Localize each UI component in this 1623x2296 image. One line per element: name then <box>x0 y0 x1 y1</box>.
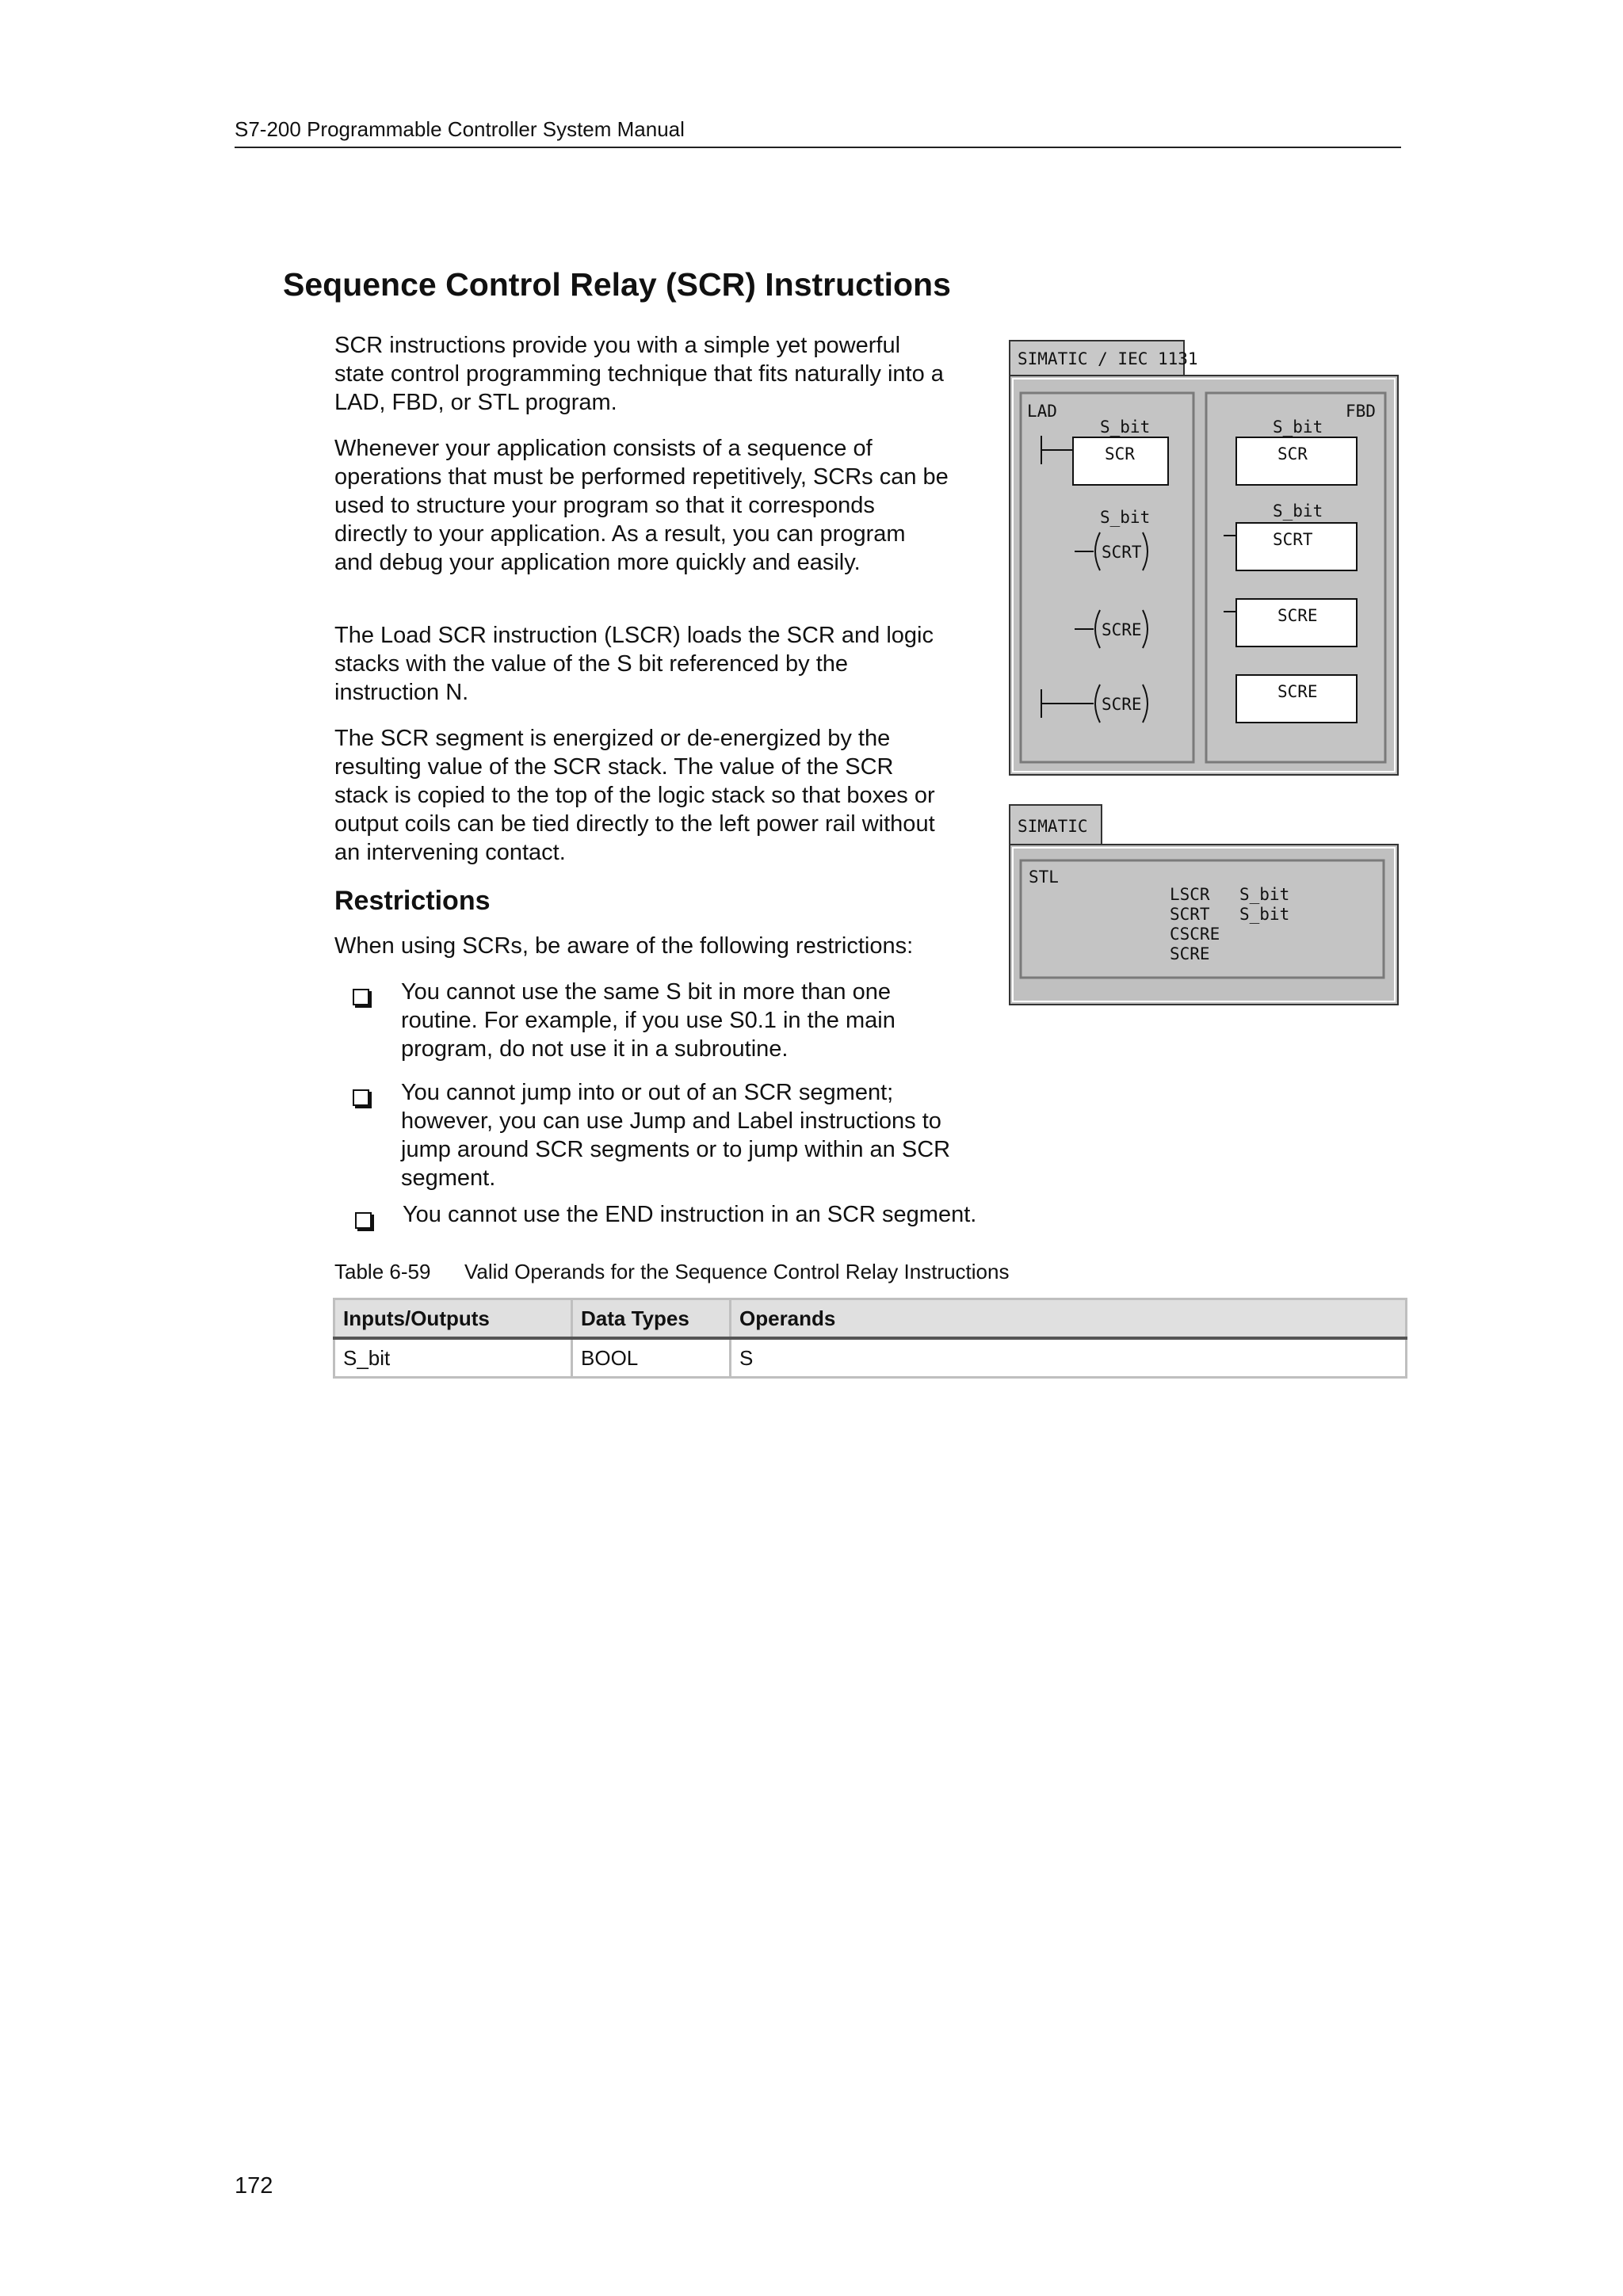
text-line: You cannot use the END instruction in an SCR segment. <box>403 1202 977 1227</box>
text-line: resulting value of the SCR stack. The value of the SCR <box>334 754 894 780</box>
checkbox-bullet-icon <box>353 1089 369 1106</box>
stl-operand: S_bit <box>1239 885 1290 904</box>
table-title: Valid Operands for the Sequence Control Relay Instructions <box>464 1260 1010 1283</box>
paragraph-intro <box>334 331 1000 417</box>
scr-box-label: SCR <box>1277 444 1308 463</box>
running-header: S7-200 Programmable Controller System Manual <box>235 117 685 141</box>
restrictions-heading: Restrictions <box>334 886 491 916</box>
text-line: routine. For example, if you use S0.1 in the main <box>401 1008 896 1033</box>
stl-operand: S_bit <box>1239 905 1290 924</box>
stl-panel <box>1006 800 1403 1009</box>
sbit-label: S_bit <box>1273 418 1323 437</box>
table-cell: S <box>731 1338 1407 1378</box>
checkbox-bullet-icon <box>353 989 369 1005</box>
stl-instruction: SCRE <box>1170 944 1210 963</box>
text-line: stack is copied to the top of the logic stack so that boxes or <box>334 783 935 808</box>
text-line: state control programming technique that fits naturally into a <box>334 361 944 387</box>
text-line: output coils can be tied directly to the left power rail without <box>334 811 935 837</box>
sbit-label: S_bit <box>1100 508 1151 527</box>
lad-label: LAD <box>1027 402 1057 421</box>
checkbox-bullet-icon <box>355 1212 372 1229</box>
panel-tab-label: SIMATIC <box>1018 817 1088 836</box>
scre-coil-label: SCRE <box>1102 695 1142 714</box>
table-header-row <box>334 1299 1407 1339</box>
text-line: directly to your application. As a result, you can program <box>334 521 906 547</box>
paragraph-sequence <box>334 434 1000 577</box>
paragraph-segment <box>334 724 1000 867</box>
stl-instruction: CSCRE <box>1170 925 1220 944</box>
table-row <box>334 1338 1407 1378</box>
sbit-label: S_bit <box>1100 418 1151 437</box>
scrt-box-label: SCRT <box>1273 530 1313 549</box>
text-line: used to structure your program so that it corresponds <box>334 493 875 518</box>
text-line: LAD, FBD, or STL program. <box>334 390 617 415</box>
table-cell: BOOL <box>572 1338 731 1378</box>
page-number: 172 <box>235 2173 273 2199</box>
text-line: program, do not use it in a subroutine. <box>401 1036 789 1062</box>
stl-instruction: LSCR <box>1170 885 1210 904</box>
header-rule <box>235 147 1401 148</box>
stl-label: STL <box>1029 868 1059 887</box>
column-header: Operands <box>731 1299 1407 1339</box>
scrt-coil-label: SCRT <box>1102 543 1142 562</box>
restrictions-intro: When using SCRs, be aware of the following restrictions: <box>334 933 914 959</box>
text-line: SCR instructions provide you with a simple yet powerful <box>334 333 901 358</box>
table-number: Table 6-59 <box>334 1260 431 1283</box>
restriction-item <box>401 1078 950 1192</box>
text-line: segment. <box>401 1165 496 1191</box>
paragraph-lscr <box>334 621 1000 707</box>
text-line: instruction N. <box>334 680 469 705</box>
text-line: Whenever your application consists of a sequence of <box>334 436 873 461</box>
text-line: You cannot jump into or out of an SCR segment; <box>401 1080 894 1105</box>
section-title: Sequence Control Relay (SCR) Instructions <box>283 266 951 303</box>
text-line: however, you can use Jump and Label instructions to <box>401 1108 941 1134</box>
text-line: an intervening contact. <box>334 840 566 865</box>
operands-table <box>333 1298 1407 1379</box>
scre-box-label: SCRE <box>1277 682 1318 701</box>
sbit-label: S_bit <box>1273 502 1323 521</box>
text-line: operations that must be performed repetitively, SCRs can be <box>334 464 949 490</box>
panel-tab-label: SIMATIC / IEC 1131 <box>1018 349 1198 368</box>
text-line: jump around SCR segments or to jump within an SCR <box>401 1137 951 1162</box>
lad-fbd-panel <box>1006 336 1403 780</box>
column-header: Data Types <box>572 1299 731 1339</box>
fbd-label: FBD <box>1346 402 1376 421</box>
restriction-item <box>401 978 896 1063</box>
table-caption <box>334 1260 1009 1284</box>
table-cell: S_bit <box>334 1338 572 1378</box>
column-header: Inputs/Outputs <box>334 1299 572 1339</box>
text-line: stacks with the value of the S bit referenced by the <box>334 651 849 677</box>
scre-coil-label: SCRE <box>1102 620 1142 639</box>
text-line: The Load SCR instruction (LSCR) loads the SCR and logic <box>334 623 934 648</box>
text-line: You cannot use the same S bit in more than one <box>401 979 892 1005</box>
restriction-item <box>403 1200 976 1229</box>
text-line: The SCR segment is energized or de-energized by the <box>334 726 891 751</box>
scre-box-label: SCRE <box>1277 606 1318 625</box>
text-line: and debug your application more quickly and easily. <box>334 550 861 575</box>
scr-box-label: SCR <box>1105 444 1135 463</box>
stl-instruction: SCRT <box>1170 905 1210 924</box>
